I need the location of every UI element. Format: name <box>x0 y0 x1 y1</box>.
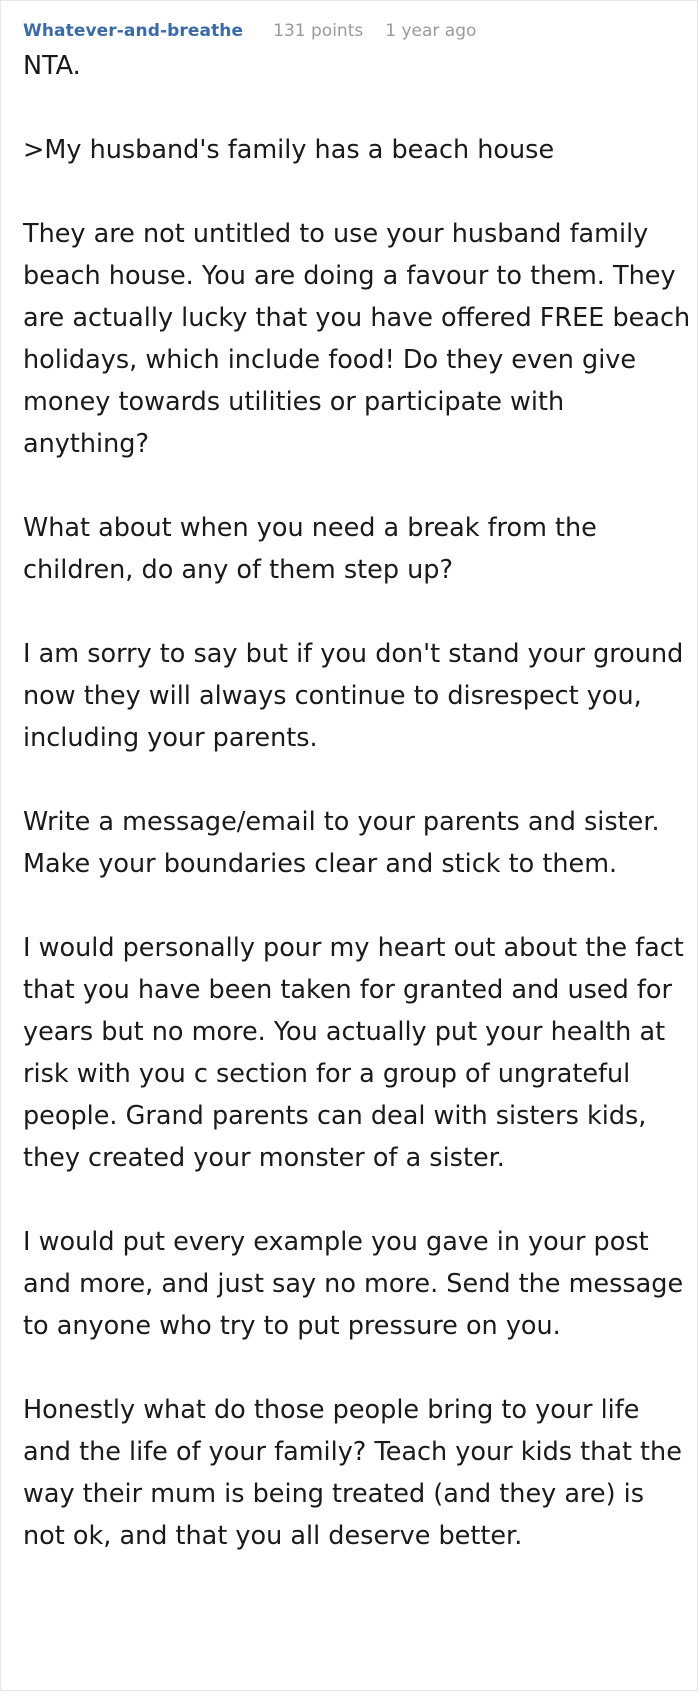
comment-body <box>23 45 691 1557</box>
comment-points: 131 points <box>273 21 364 41</box>
comment-author-link[interactable]: Whatever-and-breathe <box>23 21 244 41</box>
comment-paragraph: What about when you need a break from the children, do any of them step up? <box>23 513 597 585</box>
comment-quote-paragraph: >My husband's family has a beach house <box>23 135 555 165</box>
comment-paragraph: They are not untitled to use your husband family beach house. You are doing a favour to them. They are actually lucky that you have offered FREE beach holidays, which include food! Do they even give money towards utilities or participate with anything? <box>23 219 691 459</box>
comment-paragraph: I would personally pour my heart out about the fact that you have been taken for granted and used for years but no more. You actually put your health at risk with you c section for a group of ungrateful people. Grand parents can deal with sisters kids, they created your monster of a sister. <box>23 933 684 1173</box>
comment-paragraph: NTA. <box>23 51 81 81</box>
comment-timestamp[interactable]: 1 year ago <box>385 21 477 41</box>
comment-paragraph: Write a message/email to your parents and sister. Make your boundaries clear and stick to them. <box>23 807 660 879</box>
comment-paragraph: I am sorry to say but if you don't stand your ground now they will always continue to disrespect you, including your parents. <box>23 639 684 753</box>
comment-paragraph: Honestly what do those people bring to your life and the life of your family? Teach your kids that the way their mum is being treated (and they are) is not ok, and that you all deserve better. <box>23 1395 682 1551</box>
comment-meta <box>23 18 476 44</box>
comment-paragraph: I would put every example you gave in your post and more, and just say no more. Send the message to anyone who try to put pressure on you. <box>23 1227 684 1341</box>
